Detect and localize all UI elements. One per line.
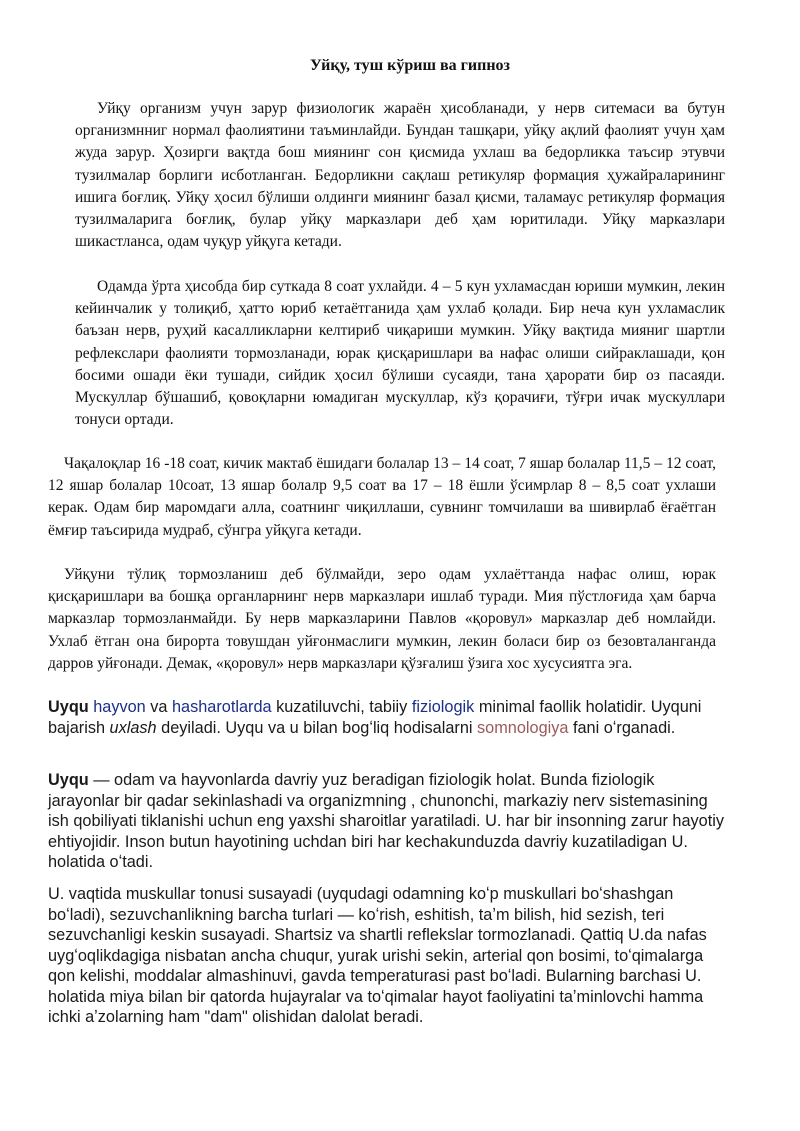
cyrillic-paragraph-2: Одамда ўрта ҳисобда бир суткада 8 соат ухлайди. 4 – 5 кун ухламасдан юриши мумкин, лекин кейинчалик у толиқиб, ҳатто юриб кетаётганида ҳам ухлаб қолади. Бир неча кун ухламаслик баъзан нерв, руҳий касалликларни келтириб чиқариши мумкин. Уйқу вақтида мияниг шартли рефлекслари фаолияти тормозланади, юрак қисқаришлари ва нафас олиши сийраклашади, қон босими ошади ёки тушади, сийдик ҳосил бўлиши сусаяди, тана ҳарорати бир оз пасаяди. Мускуллар бўшашиб, қовоқларни юмадиган мускуллар, кўз қорачиғи, тўғри ичак мускуллари тонуси ортади. — [75, 278, 725, 429]
link-fiziologik[interactable]: fiziologik — [411, 698, 475, 716]
link-hasharotlarda[interactable]: hasharotlarda — [172, 698, 272, 716]
text-fragment: va — [145, 698, 172, 716]
cyrillic-paragraph-4: Уйқуни тўлиқ тормозланиш деб бўлмайди, зеро одам ухлаёттанда нафас олиш, юрак қисқаришлари ва бошқа органларнинг нерв марказлари ишлаб туради. Мия пўстлоғида ҳам барча марказлар тормозланмайди. Бу нерв марказларини Павлов «қоровул» марказлар деб номлайди. Ухлаб ётган она бирорта товушдан уйғонмаслиги мумкин, лекин боласи бир оз безовталанганда дарров уйғонади. Демак, «қоровул» нерв марказлари қўзғалиш ўзига хос хусусиятга эга. — [48, 566, 716, 672]
term-uyqu: Uyqu — [48, 771, 89, 789]
text-fragment: fani oʻrganadi. — [568, 718, 676, 737]
cyrillic-paragraph-3: Чақалоқлар 16 -18 соат, кичик мактаб ёшидаги болалар 13 – 14 соат, 7 яшар болалар 11,5 – 12 соат, 12 яшар болалар 10соат, 13 яшар болалр 9,5 соат ва 17 – 18 ёшли ўсимрлар 8 – 8,5 соат ухлаши керак. Одам бир маромдаги алла, соатнинг чиқиллаши, сувнинг томчилаши ва шивирлаб ёғаётган ёмғир таъсирида мудраб, сўнгра уйқуга кетади. — [48, 455, 716, 539]
latin-paragraph-2 — [48, 770, 728, 873]
cyrillic-paragraph-1: Уйқу организм учун зарур физиологик жараён ҳисобланади, у нерв ситемаси ва бутун организмнниг нормал фаолиятини таъминлайди. Бундан ташқари, уйқу ақлий фаолият учун ҳам жуда зарур. Ҳозирги вақтда бош миянинг сон қисмида ухлаш ва бедорликка таъсир этувчи тузилмалар борлиги исботланган. Бедорликни сақлаш ретикуляр формация ҳужайраларининг ишига боғлиқ. Уйқу ҳосил бўлиши олдинги миянинг базал қисми, таламаус ретикуляр формация тузилмаларига боғлиқ, булар уйқу марказлари деб ҳам юритилади. Уйқу марказлари шикастланса, одам чуқур уйқуга кетади. — [75, 100, 725, 251]
italic-term-uxlash: uxlash — [109, 718, 157, 737]
latin-paragraph-3: U. vaqtida muskullar tonusi susayadi (uyqudagi odamning koʻp muskullari boʻshashgan boʻladi), sezuvchanlikning barcha turlari — koʻrish, eshitish, taʼm bilish, hid sezish, teri sezuvchanligi keskin susayadi. Shartsiz va shartli reflekslar tormozlanadi. Qattiq U.da nafas uygʻoqlikdagiga nisbatan ancha chuqur, yurak urishi sekin, arterial qon bosimi, toʻqimalarga qon kelishi, moddalar almashinuvi, gavda temperaturasi past boʻladi. Bularning barchasi U. holatida miya bilan bir qatorda hujayralar va toʻqimalar hayot faoliyatini taʼminlovchi hamma ichki aʼzolarning ham "dam" olishidan dalolat beradi. — [48, 885, 707, 1026]
text-fragment: minimal faollik holatidir. Uyquni bajarish — [48, 698, 702, 737]
term-uyqu: Uyqu — [48, 698, 89, 716]
text-fragment: kuzatiluvchi, tabiiy — [271, 698, 412, 716]
latin-paragraph-1 — [48, 697, 728, 738]
link-hayvon[interactable]: hayvon — [93, 698, 146, 716]
link-somnologiya[interactable]: somnologiya — [477, 718, 569, 737]
text-fragment: — odam va hayvonlarda davriy yuz beradigan fiziologik holat. Bunda fiziologik jarayonlar bir qadar sekinlashadi va organizmning , chunonchi, markaziy nerv sistemasining ish qobiliyati tiklanishi uchun eng yaxshi sharoitlar yaratiladi. U. har bir insonning zarur hayotiy ehtiyojidir. Inson butun hayotining uchdan biri har kechakunduzda davriy kuzatiladigan U. holatida oʻtadi. — [48, 771, 725, 871]
document-title: Уйқу, туш кўриш ва гипноз — [310, 57, 510, 74]
text-fragment: deyiladi. Uyqu va u bilan bogʻliq hodisalarni — [156, 718, 478, 737]
